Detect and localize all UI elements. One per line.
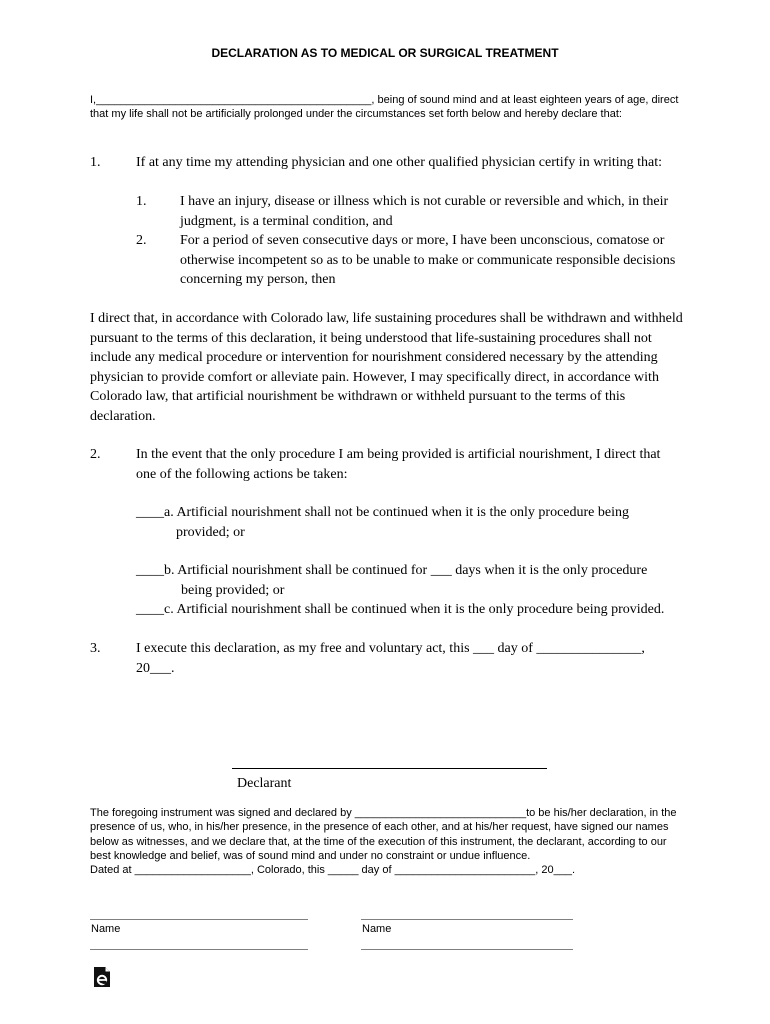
document-title: DECLARATION AS TO MEDICAL OR SURGICAL TREATMENT: [211, 46, 559, 60]
witness1-address-line: [90, 949, 308, 950]
option-a: [136, 503, 656, 542]
item3-text: I execute this declaration, as my free and voluntary act, this ___ day of _______________, 20___.: [136, 641, 645, 676]
option-a-text: ____a. Artificial nourishment shall not be continued when it is the only procedure being provided; or: [136, 505, 630, 540]
option-c: [136, 600, 696, 620]
witness1-signature-line: [90, 919, 308, 920]
witness2-signature-line: [361, 919, 573, 920]
declarant-signature-line: [232, 768, 547, 769]
declarant-label: Declarant: [237, 776, 292, 791]
witness2-name-label: Name: [362, 923, 392, 935]
item1-number: 1.: [90, 155, 101, 170]
option-c-text: ____c. Artificial nourishment shall be continued when it is the only procedure being provided.: [136, 602, 665, 617]
item2-number: 2.: [90, 447, 101, 462]
item1-sub1-text: I have an injury, disease or illness which is not curable or reversible and which, in their judgment, is a terminal condition, and: [180, 194, 669, 229]
directive-paragraph: I direct that, in accordance with Colorado law, life sustaining procedures shall be withdrawn and withheld pursuant to the terms of this declaration, it being understood that life-sustaining procedures shall not include any medical procedure or intervention for nourishment considered necessary by the attending physician to provide comfort or alleviate pain. However, I may specifically direct, in accordance with Colorado law, that artificial nourishment be withdrawn or withheld pursuant to the terms of this declaration.: [90, 311, 683, 424]
witness-paragraph: [90, 806, 690, 877]
dated-line: Dated at ___________________, Colorado, this _____ day of _______________________, 20___.: [90, 864, 576, 877]
intro-paragraph: I,_____________________________________________, being of sound mind and at least eighteen years of age, direct that my life shall not be artificially prolonged under the circumstances set forth below and hereby declare that:: [90, 94, 679, 120]
option-b: [136, 561, 656, 600]
witness1-name-label: Name: [91, 923, 121, 935]
item1-sub2-number: 2.: [136, 233, 147, 248]
option-b-text: ____b. Artificial nourishment shall be continued for ___ days when it is the only procedure being provided; or: [136, 563, 648, 598]
witness-paragraph-text: The foregoing instrument was signed and declared by ____________________________to be his/her declaration, in the presence of us, who, in his/her presence, in the presence of each other, and at his/her request, have signed our names below as witnesses, and we declare that, at the time of the execution of this instrument, the declarant, according to our best knowledge and belief, was of sound mind and under no constraint or undue influence.: [90, 807, 677, 862]
item1-sub2-text: For a period of seven consecutive days or more, I have been unconscious, comatose or otherwise incompetent so as to be unable to make or communicate responsible decisions concerning my person, then: [180, 233, 676, 287]
item1-sub1-number: 1.: [136, 194, 147, 209]
witness2-address-line: [361, 949, 573, 950]
item2-text: In the event that the only procedure I am being provided is artificial nourishment, I direct that one of the following actions be taken:: [136, 447, 661, 482]
item1-text: If at any time my attending physician and one other qualified physician certify in writing that:: [136, 155, 663, 170]
document-logo-icon: [92, 966, 112, 988]
item3-number: 3.: [90, 641, 101, 656]
